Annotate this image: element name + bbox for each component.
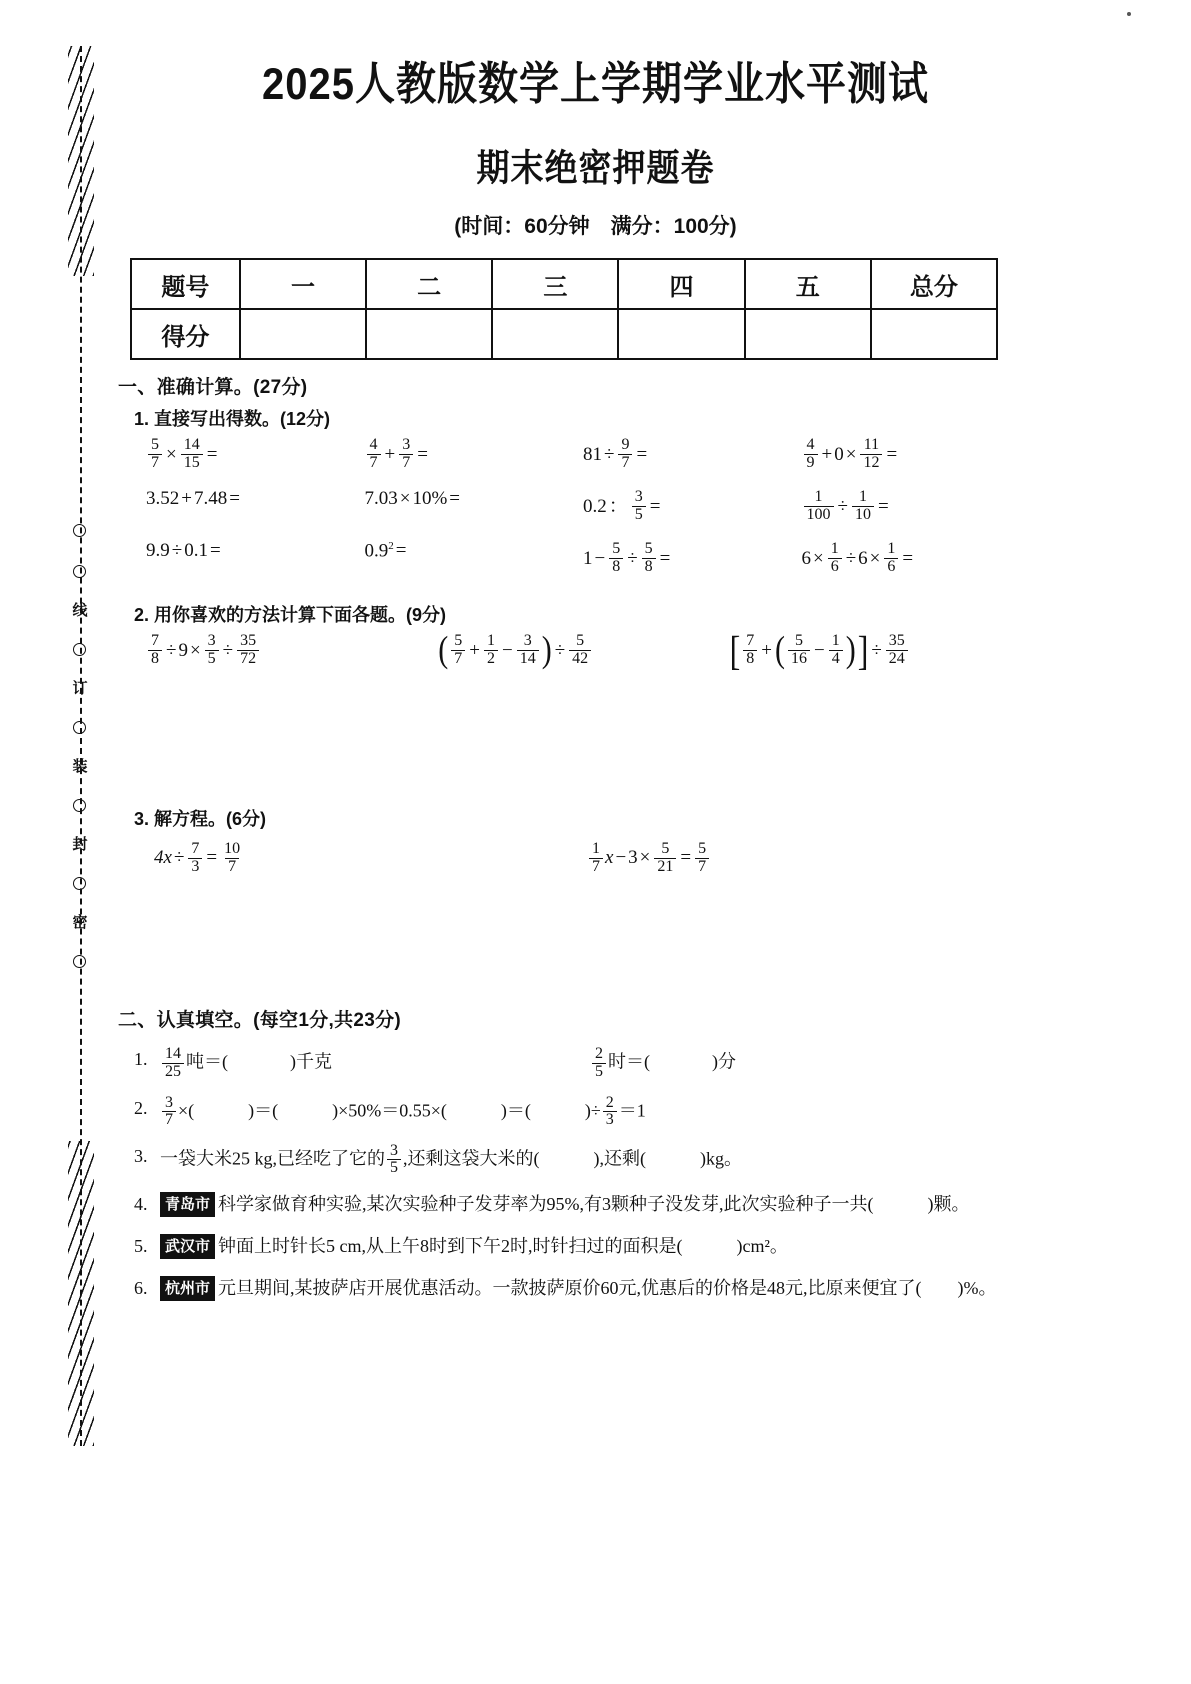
section-two-heading: 二、认真填空。(每空1分,共23分) [118, 1010, 402, 1032]
item-3-text-a: 一袋大米25 kg,已经吃了它的 [160, 1148, 385, 1168]
score-col-3: 四 [618, 259, 744, 309]
item-1-right-text-b: )分 [712, 1051, 736, 1072]
score-table-row-label-0: 题号 [131, 259, 240, 309]
expr-m-0: $\frac{7}{8}$ ÷ 9 × $\frac{3}{5}$ ÷ $\frac{35}{72}$ [146, 633, 437, 667]
table-row [131, 259, 997, 309]
fill-item-2 [134, 1095, 1020, 1129]
sub3-heading: 3. 解方程。(6分) [134, 809, 267, 829]
city-badge-wuhan: 武汉市 [160, 1234, 215, 1259]
expr-0-0: $\frac{5}{7}$ × $\frac{14}{15}$ = [146, 437, 365, 471]
city-badge-qingdao: 青岛市 [160, 1192, 215, 1217]
expr-2-2: 1 − $\frac{5}{8}$ ÷ $\frac{5}{8}$ = [583, 540, 671, 575]
score-cell-1[interactable] [366, 309, 492, 359]
score-table-row-label-1: 得分 [131, 309, 240, 359]
expr-0-1: $\frac{4}{7}$ + $\frac{3}{7}$ = [365, 437, 584, 471]
item-1-right [590, 1046, 1020, 1080]
expr-2-0: 9.9 ÷ 0.1 = [146, 540, 221, 561]
expr-0-2: 81 ÷ $\frac{9}{7}$ = [583, 436, 648, 471]
item-number: 3. [134, 1145, 148, 1166]
item-number: 4. [134, 1194, 148, 1214]
item-1-right-text-a: 时＝( [608, 1051, 650, 1072]
expr-0-3: $\frac{4}{9}$ + 0 × $\frac{11}{12}$ = [802, 437, 1021, 471]
seal-circle [73, 721, 86, 734]
expr-2-3: 6 × $\frac{1}{6}$ ÷ 6 × $\frac{1}{6}$ = [801, 540, 914, 575]
corner-mark [1127, 12, 1131, 16]
item-body [160, 1191, 1020, 1219]
expr-1-1: 7.03 × 10% = [364, 488, 461, 509]
expr-1-3: $\frac{1}{100}$ ÷ $\frac{1}{10}$ = [802, 489, 1021, 523]
fill-item-3 [134, 1143, 1020, 1177]
expr-m-2: [ $\frac{7}{8}$ + ( $\frac{5}{16}$ − $\frac{1}{4}$ ) ] ÷ $\frac{35}{24}$ [729, 633, 1020, 667]
fill-item-1 [134, 1046, 1020, 1080]
work-space-2 [118, 875, 1020, 1005]
item-number: 2. [134, 1097, 148, 1118]
section-one-heading: 一、准确计算。(27分) [118, 377, 308, 398]
item-2-text-end: ＝1 [618, 1099, 646, 1120]
expr-1-0: 3.52 + 7.48 = [146, 488, 240, 509]
exam-info: (时间：60分钟 满分：100分) [454, 215, 737, 238]
item-body [160, 1275, 1020, 1303]
score-cell-0[interactable] [240, 309, 366, 359]
item-4-text[interactable]: 科学家做育种实验,某次实验种子发芽率为95%,有3颗种子没发芽,此次实验种子一共( )颗。 [218, 1194, 970, 1214]
expr-2-1: $0.9^2$ = [364, 540, 407, 562]
fill-item-5 [134, 1233, 1020, 1261]
seal-label-0: 线 [70, 602, 88, 619]
fill-item-6 [134, 1275, 1020, 1303]
oral-row-2 [146, 541, 1020, 587]
expr-eq-0: 4x ÷ $\frac{7}{3}$ = $\frac{10}{7}$ [154, 840, 241, 875]
oral-row-0 [146, 437, 1020, 483]
score-col-2: 三 [492, 259, 618, 309]
item-6-text[interactable]: 元旦期间,某披萨店开展优惠活动。一款披萨原价60元,优惠后的价格是48元,比原来便宜了( )%。 [218, 1277, 997, 1298]
exam-content [118, 372, 1020, 1303]
expr-m-1: ( $\frac{5}{7}$ + $\frac{1}{2}$ − $\frac{3}{14}$ ) ÷ $\frac{5}{42}$ [437, 633, 728, 667]
sub1-heading: 1. 直接写出得数。(12分) [134, 409, 331, 429]
work-space-1 [118, 681, 1020, 801]
item-number: 6. [134, 1277, 148, 1298]
item-1-columns [160, 1046, 1020, 1080]
seal-circle [73, 955, 86, 968]
score-cell-2[interactable] [492, 309, 618, 359]
item-3-text-b[interactable]: ,还剩这袋大米的( ),还剩( )kg。 [403, 1148, 742, 1168]
seal-label-1: 订 [70, 680, 88, 697]
score-cell-4[interactable] [745, 309, 871, 359]
item-body [160, 1046, 1020, 1080]
seal-circle [73, 565, 86, 578]
item-1-left [160, 1046, 590, 1080]
score-col-5: 总分 [871, 259, 997, 309]
item-body [160, 1095, 1020, 1129]
item-1-left-text-a: 吨＝( [186, 1051, 228, 1072]
item-number: 5. [134, 1235, 148, 1256]
score-col-0: 一 [240, 259, 366, 309]
item-1-left-text-b: )千克 [290, 1051, 332, 1072]
expr-1-2: 0.2 ： $\frac{3}{5}$ = [583, 488, 661, 523]
seal-circle [73, 524, 86, 537]
seal-circle [73, 643, 86, 656]
frac-3-7: $\frac{3}{7}$ [160, 1095, 178, 1129]
fill-item-4 [134, 1191, 1020, 1219]
score-cell-5[interactable] [871, 309, 997, 359]
table-row [131, 309, 997, 359]
expr-eq-1: $\frac{1}{7}$ x − 3 × $\frac{5}{21}$ = $\frac{5}{7}$ [587, 841, 1020, 875]
frac-3-5: $\frac{3}{5}$ [385, 1143, 403, 1177]
item-2-text[interactable]: ×( )＝( )×50%＝0.55×( )＝( )÷ [178, 1099, 601, 1120]
score-cell-3[interactable] [618, 309, 744, 359]
item-body [160, 1233, 1020, 1261]
frac-14-25: $\frac{14}{25}$ [160, 1046, 186, 1080]
method-row [146, 626, 1020, 679]
item-5-text[interactable]: 钟面上时针长5 cm,从上午8时到下午2时,时针扫过的面积是( )cm²。 [218, 1235, 788, 1256]
score-table-body [131, 259, 997, 359]
score-table [130, 258, 998, 360]
seal-label-column [64, 46, 94, 1446]
score-col-1: 二 [366, 259, 492, 309]
sealing-line [68, 46, 102, 1446]
frac-2-5: $\frac{2}{5}$ [590, 1046, 608, 1080]
item-number: 1. [134, 1049, 148, 1070]
frac-2-3: $\frac{2}{3}$ [601, 1095, 619, 1129]
city-badge-hangzhou: 杭州市 [160, 1276, 215, 1301]
score-col-4: 五 [745, 259, 871, 309]
page-subtitle: 期末绝密押题卷 [476, 147, 715, 189]
seal-circle [73, 799, 86, 812]
seal-label-4: 密 [70, 914, 88, 931]
item-body [160, 1143, 1020, 1177]
seal-circle [73, 877, 86, 890]
page-title: 2025人教版数学上学期学业水平测试 [262, 59, 929, 110]
sub2-heading: 2. 用你喜欢的方法计算下面各题。(9分) [134, 605, 447, 625]
oral-row-1 [146, 489, 1020, 535]
equation-row [154, 841, 1020, 875]
seal-label-3: 封 [70, 836, 88, 853]
seal-label-2: 装 [70, 758, 88, 775]
